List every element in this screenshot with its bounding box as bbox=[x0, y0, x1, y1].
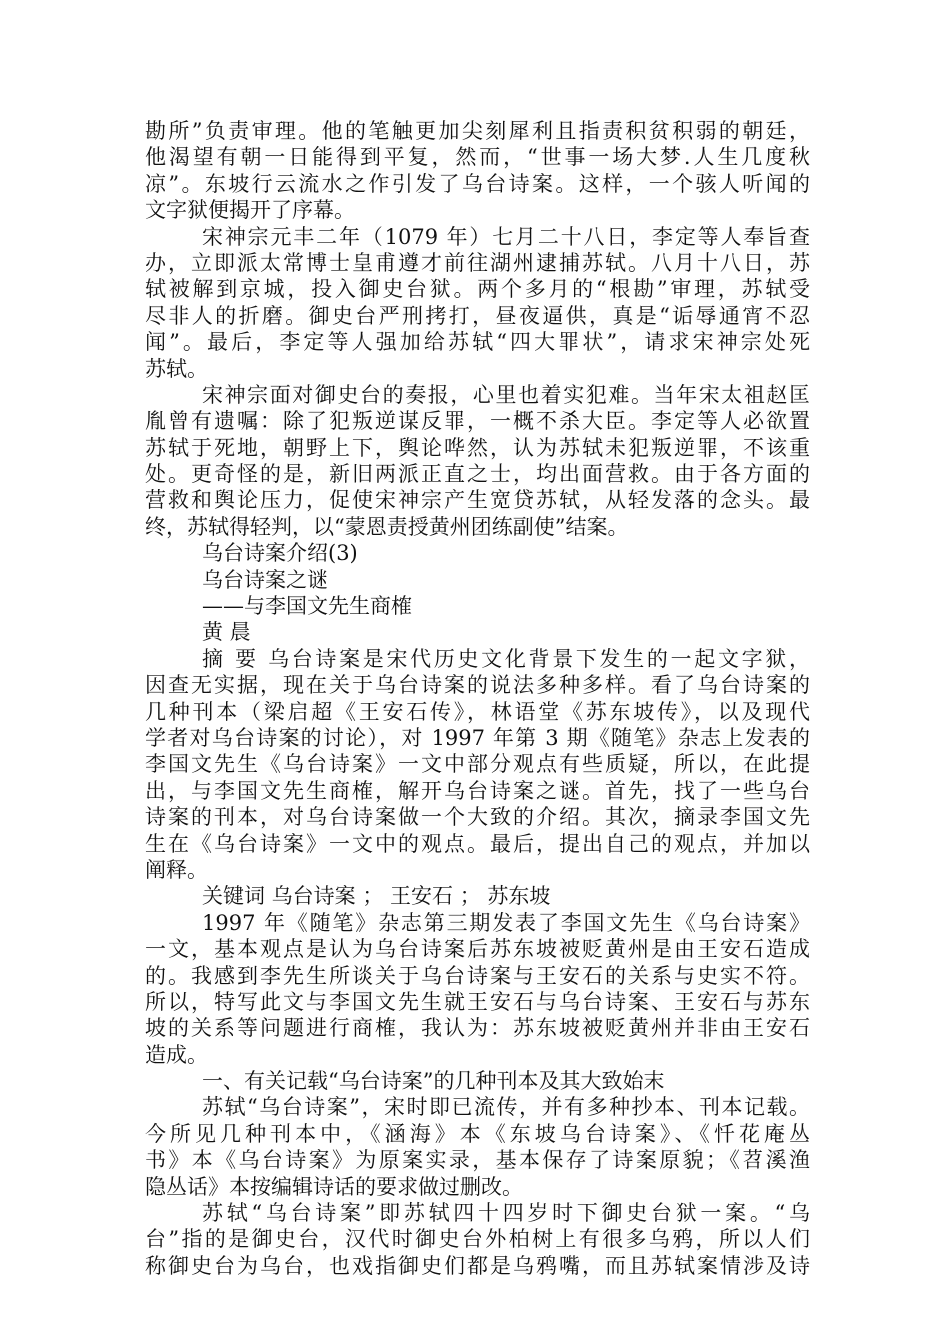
text-line: 隐丛话》本按编辑诗话的要求做过删改。 bbox=[145, 1174, 523, 1199]
text-line: 学者对乌台诗案的讨论），对 1997 年第 3 期《随笔》杂志上发表的 bbox=[145, 725, 810, 750]
text-line: 办，立即派太常博士皇甫遵才前往湖州逮捕苏轼。八月十八日，苏 bbox=[145, 250, 810, 275]
text-line: 勘所”负责审理。他的笔触更加尖刻犀利且指责积贫积弱的朝廷， bbox=[145, 119, 810, 143]
text-line: 苏轼“乌台诗案”即苏轼四十四岁时下御史台狱一案。“乌 bbox=[202, 1201, 810, 1226]
text-line: 所以，特写此文与李国文先生就王安石与乌台诗案、王安石与苏东 bbox=[145, 989, 810, 1014]
text-line: 苏轼。 bbox=[145, 356, 208, 381]
text-line: 终，苏轼得轻判，以“蒙恩责授黄州团练副使”结案。 bbox=[145, 514, 629, 539]
text-line: 凉”。东坡行云流水之作引发了乌台诗案。这样，一个骇人听闻的 bbox=[145, 171, 810, 196]
text-line: 胤曾有遗嘱：除了犯叛逆谋反罪，一概不杀大臣。李定等人必欲置 bbox=[145, 409, 810, 434]
text-line: 营救和舆论压力，促使宋神宗产生宽贷苏轼，从轻发落的念头。最 bbox=[145, 488, 810, 513]
text-line: 处。更奇怪的是，新旧两派正直之士，均出面营救。由于各方面的 bbox=[145, 462, 810, 487]
text-line: 尽非人的折磨。御史台严刑拷打，昼夜逼供，真是“诟辱通宵不忍 bbox=[145, 303, 810, 328]
text-line: 黄 晨 bbox=[202, 620, 251, 645]
text-line: 坡的关系等问题进行商榷，我认为：苏东坡被贬黄州并非由王安石 bbox=[145, 1016, 810, 1041]
text-line: 宋神宗元丰二年（1079 年）七月二十八日，李定等人奉旨查 bbox=[202, 224, 810, 249]
text-line: 轼被解到京城，投入御史台狱。两个多月的“根勘”审理，苏轼受 bbox=[145, 277, 810, 302]
text-line: 乌台诗案介绍(3) bbox=[202, 541, 358, 566]
text-line: 宋神宗面对御史台的奏报，心里也着实犯难。当年宋太祖赵匡 bbox=[202, 382, 810, 407]
text-line: 1997 年《随笔》杂志第三期发表了李国文先生《乌台诗案》 bbox=[202, 910, 810, 935]
text-line: 苏轼于死地，朝野上下，舆论哗然，认为苏轼未犯叛逆罪，不该重 bbox=[145, 435, 810, 460]
text-line: 因查无实据，现在关于乌台诗案的说法多种多样。看了乌台诗案的 bbox=[145, 673, 810, 698]
text-line: 一、有关记载“乌台诗案”的几种刊本及其大致始末 bbox=[202, 1069, 665, 1094]
text-line: 今所见几种刊本中，《涵海》本《东坡乌台诗案》、《忏花庵丛 bbox=[145, 1121, 810, 1146]
text-line: 阐释。 bbox=[145, 857, 208, 882]
text-line: 乌台诗案之谜 bbox=[202, 567, 328, 592]
text-line: 书》本《乌台诗案》为原案实录，基本保存了诗案原貌；《苕溪渔 bbox=[145, 1148, 810, 1173]
text-line: 关键词 乌台诗案 ； 王安石 ； 苏东坡 bbox=[202, 884, 551, 909]
text-line: 李国文先生《乌台诗案》一文中部分观点有些质疑，所以，在此提 bbox=[145, 752, 810, 777]
text-line: 苏轼“乌台诗案”，宋时即已流传，并有多种抄本、刊本记载。 bbox=[202, 1095, 810, 1120]
text-line: 闻”。最后，李定等人强加给苏轼“四大罪状”，请求宋神宗处死 bbox=[145, 330, 810, 355]
text-line: 出，与李国文先生商榷，解开乌台诗案之谜。首先，找了一些乌台 bbox=[145, 778, 810, 803]
document-page bbox=[145, 118, 810, 1279]
text-line: 诗案的刊本，对乌台诗案做一个大致的介绍。其次，摘录李国文先 bbox=[145, 805, 810, 830]
text-line: 台”指的是御史台，汉代时御史台外柏树上有很多乌鸦，所以人们 bbox=[145, 1227, 810, 1252]
text-line: 摘 要 乌台诗案是宋代历史文化背景下发生的一起文字狱， bbox=[202, 646, 810, 671]
text-line: 一文，基本观点是认为乌台诗案后苏东坡被贬黄州是由王安石造成 bbox=[145, 937, 810, 962]
text-line: ——与李国文先生商榷 bbox=[202, 594, 412, 619]
text-line: 生在《乌台诗案》一文中的观点。最后，提出自己的观点，并加以 bbox=[145, 831, 810, 856]
text-line: 造成。 bbox=[145, 1042, 208, 1067]
text-line: 他渴望有朝一日能得到平复，然而，“世事一场大梦.人生几度秋 bbox=[145, 145, 810, 170]
text-line: 称御史台为乌台，也戏指御史们都是乌鸦嘴，而且苏轼案情涉及诗 bbox=[145, 1253, 810, 1278]
text-line: 的。我感到李先生所谈关于乌台诗案与王安石的关系与史实不符。 bbox=[145, 963, 810, 988]
text-line: 几种刊本（梁启超《王安石传》，林语堂《苏东坡传》，以及现代 bbox=[145, 699, 810, 724]
text-line: 文字狱便揭开了序幕。 bbox=[145, 198, 355, 223]
